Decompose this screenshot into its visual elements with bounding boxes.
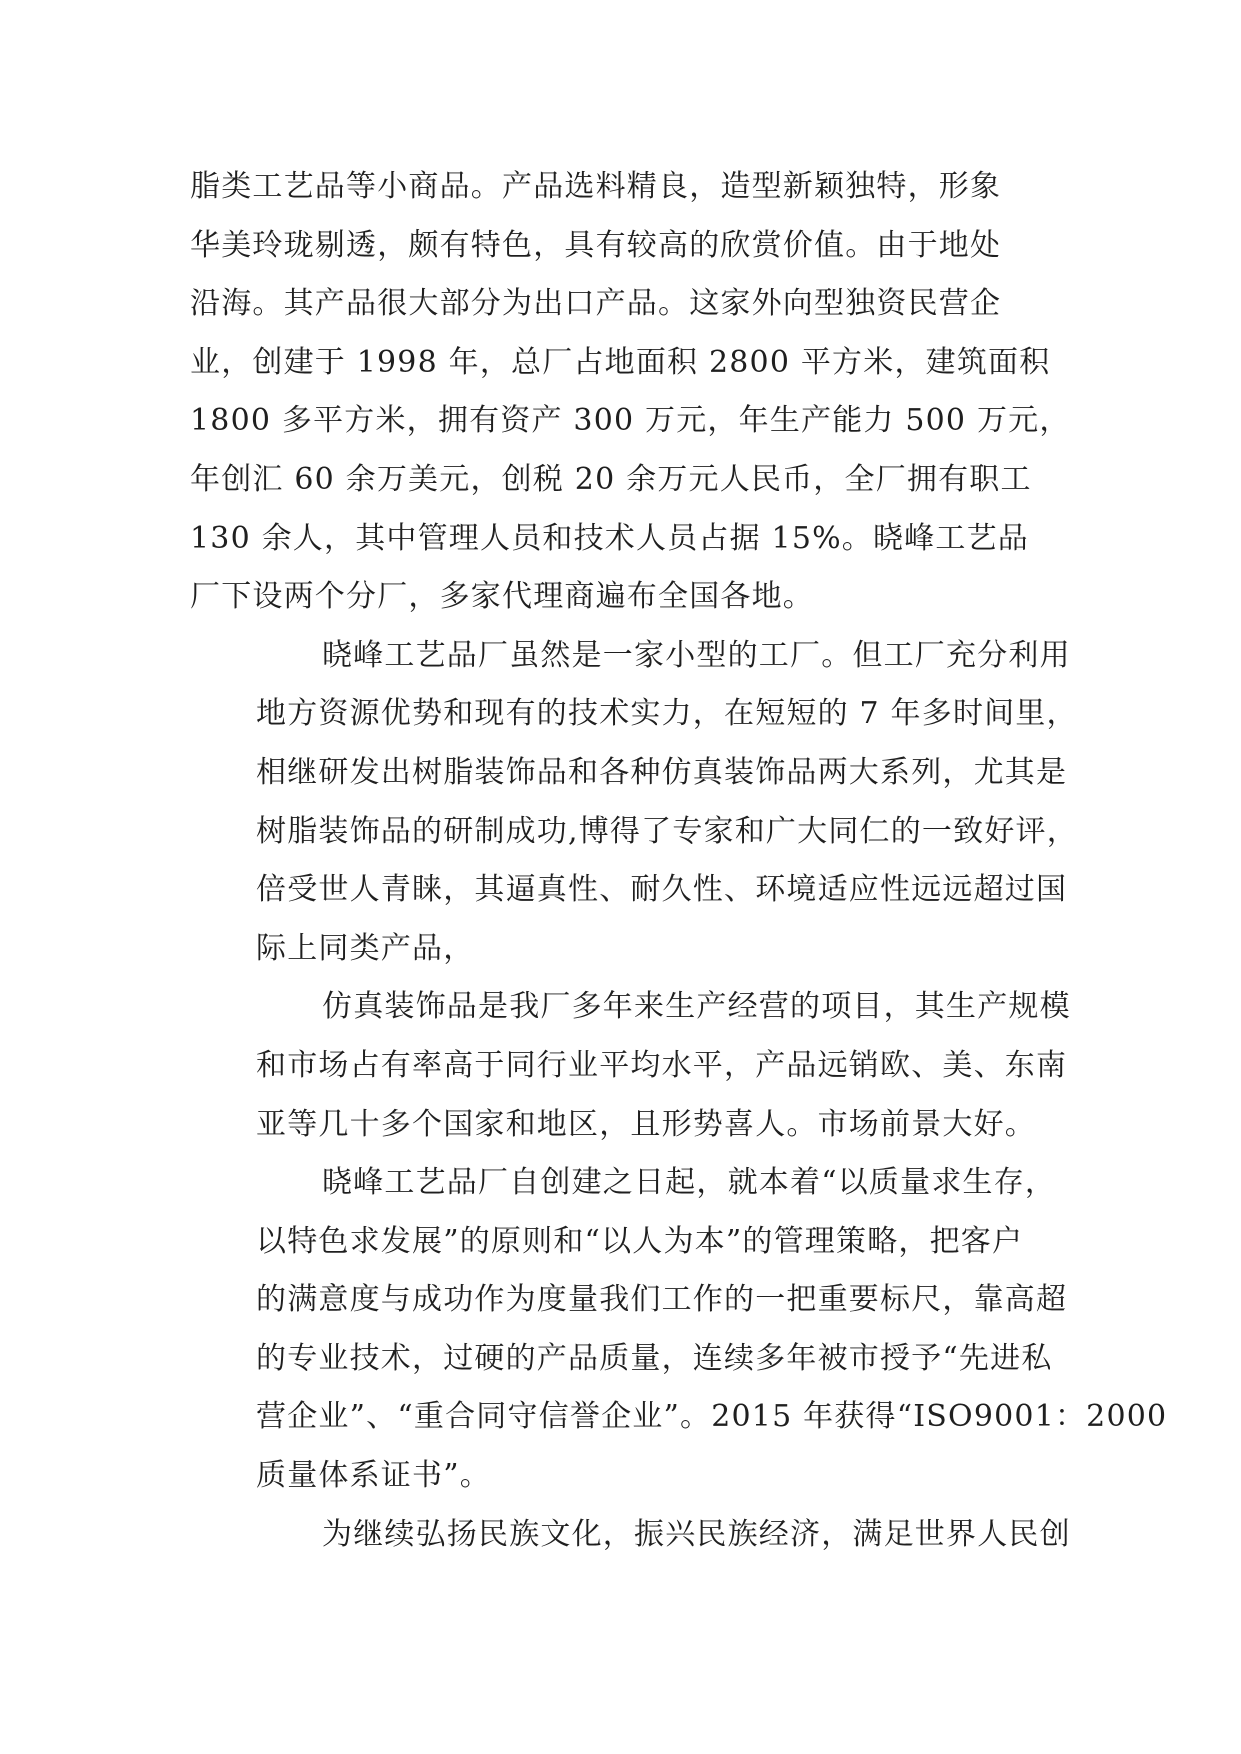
text-line: 晓峰工艺品厂自创建之日起，就本着“以质量求生存， [322,1165,1057,1201]
text-line: 仿真装饰品是我厂多年来生产经营的项目，其生产规模 [322,989,1071,1025]
text-line: 倍受世人青睐，其逼真性、耐久性、环境适应性远远超过国 [256,872,1068,908]
text-line: 际上同类产品， [256,930,475,966]
paragraph-2 [190,627,1078,979]
text-line: 的满意度与成功作为度量我们工作的一把重要标尺，靠高超 [256,1282,1068,1318]
paragraph-5 [190,1506,1071,1565]
paragraph-3 [190,978,1071,1154]
text-line: 华美玲珑剔透，颇有特色，具有较高的欣赏价值。由于地处 [190,227,1002,263]
document-body [190,158,1168,1564]
text-line: 地方资源优势和现有的技术实力，在短短的 7 年多时间里， [256,696,1078,732]
text-line: 营企业”、“重合同守信誉企业”。2015 年获得“ISO9001：2000 [256,1399,1168,1435]
text-line: 以特色求发展”的原则和“以人为本”的管理策略，把客户 [256,1223,1024,1259]
text-line: 质量体系证书”。 [256,1458,491,1494]
paragraph-1 [190,158,1071,627]
text-line: 脂类工艺品等小商品。产品选料精良，造型新颖独特，形象 [190,169,1002,204]
text-line: 厂下设两个分厂，多家代理商遍布全国各地。 [190,579,814,615]
text-line: 相继研发出树脂装饰品和各种仿真装饰品两大系列，尤其是 [256,754,1068,790]
text-line: 的专业技术，过硬的产品质量，连续多年被市授予“先进私 [256,1340,1053,1376]
text-line: 1800 多平方米，拥有资产 300 万元，年生产能力 500 万元， [190,403,1071,439]
text-line: 业，创建于 1998 年，总厂占地面积 2800 平方米，建筑面积 [190,344,1051,380]
text-line: 树脂装饰品的研制成功,博得了专家和广大同仁的一致好评， [256,813,1078,849]
text-line: 年创汇 60 余万美元，创税 20 余万元人民币，全厂拥有职工 [190,461,1032,497]
text-line: 沿海。其产品很大部分为出口产品。这家外向型独资民营企 [190,286,1002,322]
text-line: 为继续弘扬民族文化，振兴民族经济，满足世界人民创 [322,1516,1071,1552]
paragraph-4 [190,1154,1168,1506]
text-line: 晓峰工艺品厂虽然是一家小型的工厂。但工厂充分利用 [322,637,1071,673]
text-line: 130 余人，其中管理人员和技术人员占据 15%。晓峰工艺品 [190,520,1030,556]
text-line: 和市场占有率高于同行业平均水平，产品远销欧、美、东南 [256,1047,1068,1083]
text-line: 亚等几十多个国家和地区，且形势喜人。市场前景大好。 [256,1106,1036,1142]
